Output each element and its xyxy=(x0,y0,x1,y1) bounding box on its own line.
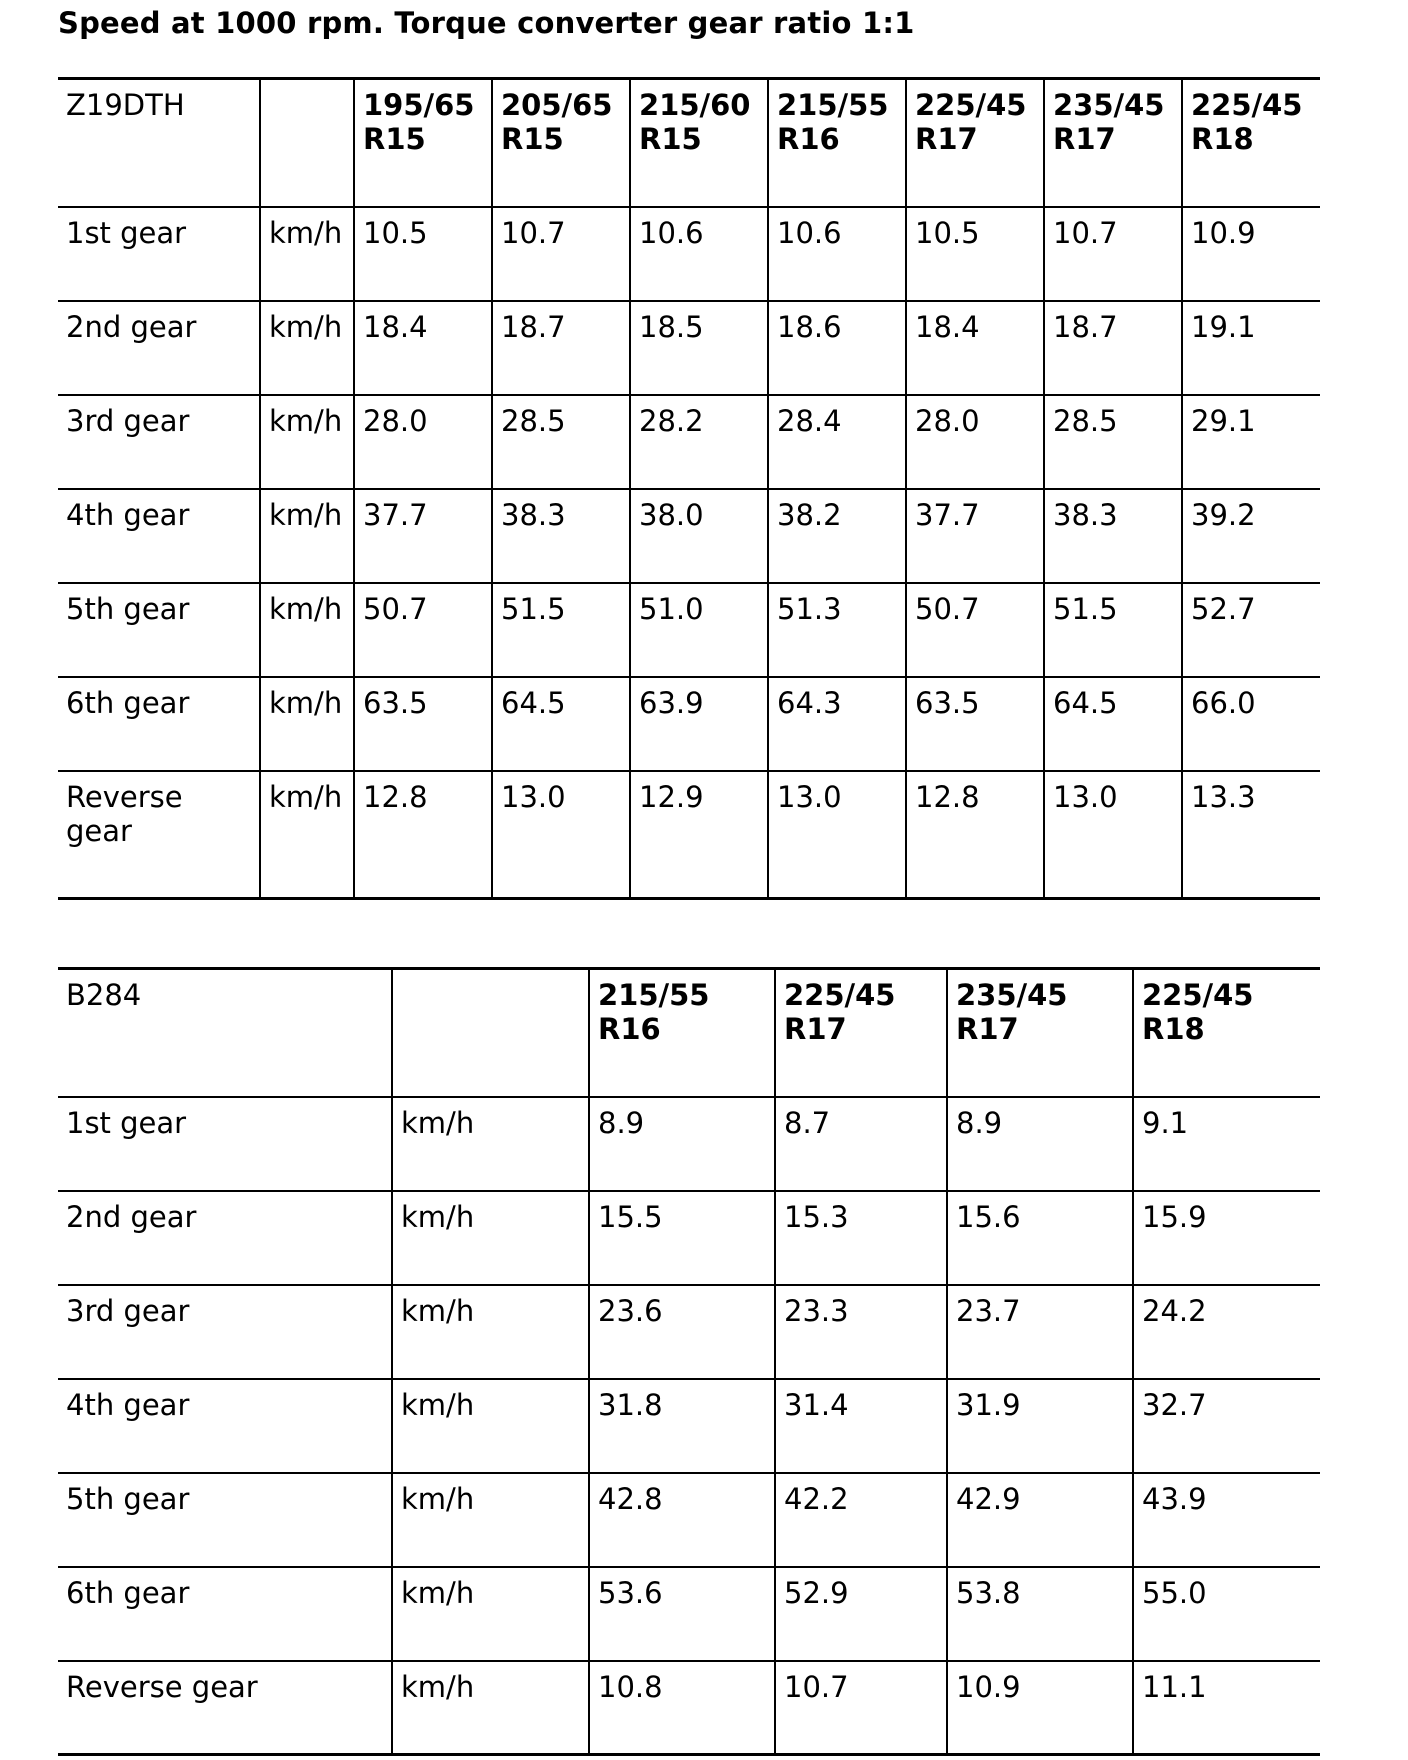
rim-size: R15 xyxy=(501,122,564,156)
speed-value: 13.3 xyxy=(1182,771,1320,899)
speed-value: 13.0 xyxy=(1044,771,1182,899)
tyre-size: 225/45 xyxy=(1142,978,1254,1012)
gear-label: 3rd gear xyxy=(58,1285,392,1379)
tyre-size-header xyxy=(1044,79,1182,207)
table-row xyxy=(58,301,1320,395)
speed-value: 10.8 xyxy=(589,1661,775,1755)
gear-label: 5th gear xyxy=(58,583,260,677)
speed-value: 8.7 xyxy=(775,1097,947,1191)
speed-value: 63.5 xyxy=(906,677,1044,771)
speed-value: 10.7 xyxy=(775,1661,947,1755)
tyre-size-header xyxy=(589,969,775,1097)
speed-value: 15.9 xyxy=(1133,1191,1320,1285)
gear-label: 4th gear xyxy=(58,1379,392,1473)
speed-value: 39.2 xyxy=(1182,489,1320,583)
table-row xyxy=(58,207,1320,301)
gear-label: 4th gear xyxy=(58,489,260,583)
unit-label: km/h xyxy=(260,395,354,489)
speed-value: 11.1 xyxy=(1133,1661,1320,1755)
unit-label: km/h xyxy=(392,1379,589,1473)
speed-value: 50.7 xyxy=(906,583,1044,677)
z19dth-speed-table xyxy=(58,77,1320,900)
engine-code: B284 xyxy=(58,969,392,1097)
gear-label: 2nd gear xyxy=(58,301,260,395)
speed-value: 38.2 xyxy=(768,489,906,583)
unit-label: km/h xyxy=(260,583,354,677)
tyre-size: 225/45 xyxy=(784,978,896,1012)
rim-size: R16 xyxy=(598,1012,661,1046)
rim-size: R15 xyxy=(363,122,426,156)
speed-value: 31.8 xyxy=(589,1379,775,1473)
unit-label: km/h xyxy=(260,771,354,899)
tyre-size-header xyxy=(775,969,947,1097)
speed-value: 15.3 xyxy=(775,1191,947,1285)
speed-value: 31.9 xyxy=(947,1379,1133,1473)
unit-label: km/h xyxy=(392,1097,589,1191)
speed-value: 53.6 xyxy=(589,1567,775,1661)
speed-value: 52.7 xyxy=(1182,583,1320,677)
tyre-size-header xyxy=(492,79,630,207)
speed-value: 42.9 xyxy=(947,1473,1133,1567)
gear-label: 1st gear xyxy=(58,207,260,301)
gear-label: 2nd gear xyxy=(58,1191,392,1285)
speed-value: 28.0 xyxy=(906,395,1044,489)
speed-value: 12.8 xyxy=(354,771,492,899)
unit-label: km/h xyxy=(260,207,354,301)
speed-value: 10.7 xyxy=(492,207,630,301)
speed-value: 23.7 xyxy=(947,1285,1133,1379)
speed-value: 8.9 xyxy=(947,1097,1133,1191)
speed-value: 10.5 xyxy=(906,207,1044,301)
speed-value: 10.9 xyxy=(1182,207,1320,301)
speed-value: 10.6 xyxy=(768,207,906,301)
speed-value: 64.5 xyxy=(492,677,630,771)
speed-value: 42.8 xyxy=(589,1473,775,1567)
table-row xyxy=(58,1097,1320,1191)
tyre-size-header xyxy=(630,79,768,207)
rim-size: R18 xyxy=(1142,1012,1205,1046)
rim-size: R16 xyxy=(777,122,840,156)
rim-size: R15 xyxy=(639,122,702,156)
table-row xyxy=(58,1661,1320,1755)
unit-header xyxy=(392,969,589,1097)
table-row xyxy=(58,1379,1320,1473)
speed-value: 15.5 xyxy=(589,1191,775,1285)
speed-value: 18.7 xyxy=(492,301,630,395)
speed-value: 52.9 xyxy=(775,1567,947,1661)
table-row xyxy=(58,771,1320,899)
speed-value: 18.5 xyxy=(630,301,768,395)
rim-size: R17 xyxy=(915,122,978,156)
rim-size: R17 xyxy=(1053,122,1116,156)
tyre-size: 215/60 xyxy=(639,88,751,122)
unit-label: km/h xyxy=(392,1661,589,1755)
speed-value: 12.8 xyxy=(906,771,1044,899)
engine-code: Z19DTH xyxy=(58,79,260,207)
speed-value: 23.3 xyxy=(775,1285,947,1379)
speed-value: 29.1 xyxy=(1182,395,1320,489)
tyre-size: 225/45 xyxy=(915,88,1027,122)
table-row xyxy=(58,489,1320,583)
rim-size: R17 xyxy=(956,1012,1019,1046)
speed-value: 12.9 xyxy=(630,771,768,899)
gear-label: Reverse gear xyxy=(58,1661,392,1755)
speed-value: 28.4 xyxy=(768,395,906,489)
speed-value: 10.7 xyxy=(1044,207,1182,301)
speed-value: 51.5 xyxy=(1044,583,1182,677)
tyre-size: 215/55 xyxy=(598,978,710,1012)
speed-value: 63.5 xyxy=(354,677,492,771)
speed-value: 28.5 xyxy=(1044,395,1182,489)
unit-label: km/h xyxy=(392,1191,589,1285)
gear-label: Reverse gear xyxy=(58,771,260,899)
gear-label: 5th gear xyxy=(58,1473,392,1567)
speed-value: 53.8 xyxy=(947,1567,1133,1661)
speed-value: 10.5 xyxy=(354,207,492,301)
speed-value: 23.6 xyxy=(589,1285,775,1379)
unit-label: km/h xyxy=(260,677,354,771)
unit-header xyxy=(260,79,354,207)
tyre-size-header xyxy=(1133,969,1320,1097)
speed-value: 10.6 xyxy=(630,207,768,301)
speed-value: 9.1 xyxy=(1133,1097,1320,1191)
table-row xyxy=(58,1567,1320,1661)
tyre-size-header xyxy=(1182,79,1320,207)
speed-value: 37.7 xyxy=(354,489,492,583)
table-row xyxy=(58,583,1320,677)
speed-value: 18.4 xyxy=(906,301,1044,395)
speed-value: 38.3 xyxy=(1044,489,1182,583)
speed-value: 64.5 xyxy=(1044,677,1182,771)
speed-value: 15.6 xyxy=(947,1191,1133,1285)
speed-value: 18.6 xyxy=(768,301,906,395)
speed-value: 8.9 xyxy=(589,1097,775,1191)
unit-label: km/h xyxy=(392,1285,589,1379)
table-row xyxy=(58,395,1320,489)
speed-value: 19.1 xyxy=(1182,301,1320,395)
speed-value: 32.7 xyxy=(1133,1379,1320,1473)
b284-speed-table xyxy=(58,967,1320,1756)
table-row xyxy=(58,1191,1320,1285)
tyre-size-header xyxy=(947,969,1133,1097)
speed-value: 28.2 xyxy=(630,395,768,489)
rim-size: R17 xyxy=(784,1012,847,1046)
speed-value: 64.3 xyxy=(768,677,906,771)
speed-value: 13.0 xyxy=(492,771,630,899)
unit-label: km/h xyxy=(260,301,354,395)
tyre-size-header xyxy=(354,79,492,207)
gear-label: 3rd gear xyxy=(58,395,260,489)
speed-value: 28.0 xyxy=(354,395,492,489)
speed-value: 28.5 xyxy=(492,395,630,489)
table-row xyxy=(58,677,1320,771)
tyre-size: 205/65 xyxy=(501,88,613,122)
speed-value: 50.7 xyxy=(354,583,492,677)
table-header-row xyxy=(58,79,1320,207)
speed-value: 24.2 xyxy=(1133,1285,1320,1379)
tyre-size: 215/55 xyxy=(777,88,889,122)
speed-value: 51.3 xyxy=(768,583,906,677)
tyre-size: 235/45 xyxy=(956,978,1068,1012)
rim-size: R18 xyxy=(1191,122,1254,156)
tyre-size-header xyxy=(768,79,906,207)
speed-value: 66.0 xyxy=(1182,677,1320,771)
speed-value: 37.7 xyxy=(906,489,1044,583)
speed-value: 42.2 xyxy=(775,1473,947,1567)
speed-value: 10.9 xyxy=(947,1661,1133,1755)
unit-label: km/h xyxy=(260,489,354,583)
unit-label: km/h xyxy=(392,1567,589,1661)
unit-label: km/h xyxy=(392,1473,589,1567)
speed-value: 55.0 xyxy=(1133,1567,1320,1661)
speed-value: 63.9 xyxy=(630,677,768,771)
speed-value: 13.0 xyxy=(768,771,906,899)
speed-value: 38.0 xyxy=(630,489,768,583)
gear-label: 6th gear xyxy=(58,1567,392,1661)
speed-value: 43.9 xyxy=(1133,1473,1320,1567)
tyre-size-header xyxy=(906,79,1044,207)
speed-value: 18.4 xyxy=(354,301,492,395)
gear-label: 6th gear xyxy=(58,677,260,771)
tyre-size: 225/45 xyxy=(1191,88,1303,122)
table-row xyxy=(58,1473,1320,1567)
table-header-row xyxy=(58,969,1320,1097)
table-row xyxy=(58,1285,1320,1379)
speed-value: 51.5 xyxy=(492,583,630,677)
speed-value: 31.4 xyxy=(775,1379,947,1473)
speed-value: 18.7 xyxy=(1044,301,1182,395)
gear-label: 1st gear xyxy=(58,1097,392,1191)
tyre-size: 195/65 xyxy=(363,88,475,122)
page-title: Speed at 1000 rpm. Torque converter gear ratio 1:1 xyxy=(58,6,915,40)
speed-value: 38.3 xyxy=(492,489,630,583)
speed-value: 51.0 xyxy=(630,583,768,677)
tyre-size: 235/45 xyxy=(1053,88,1165,122)
